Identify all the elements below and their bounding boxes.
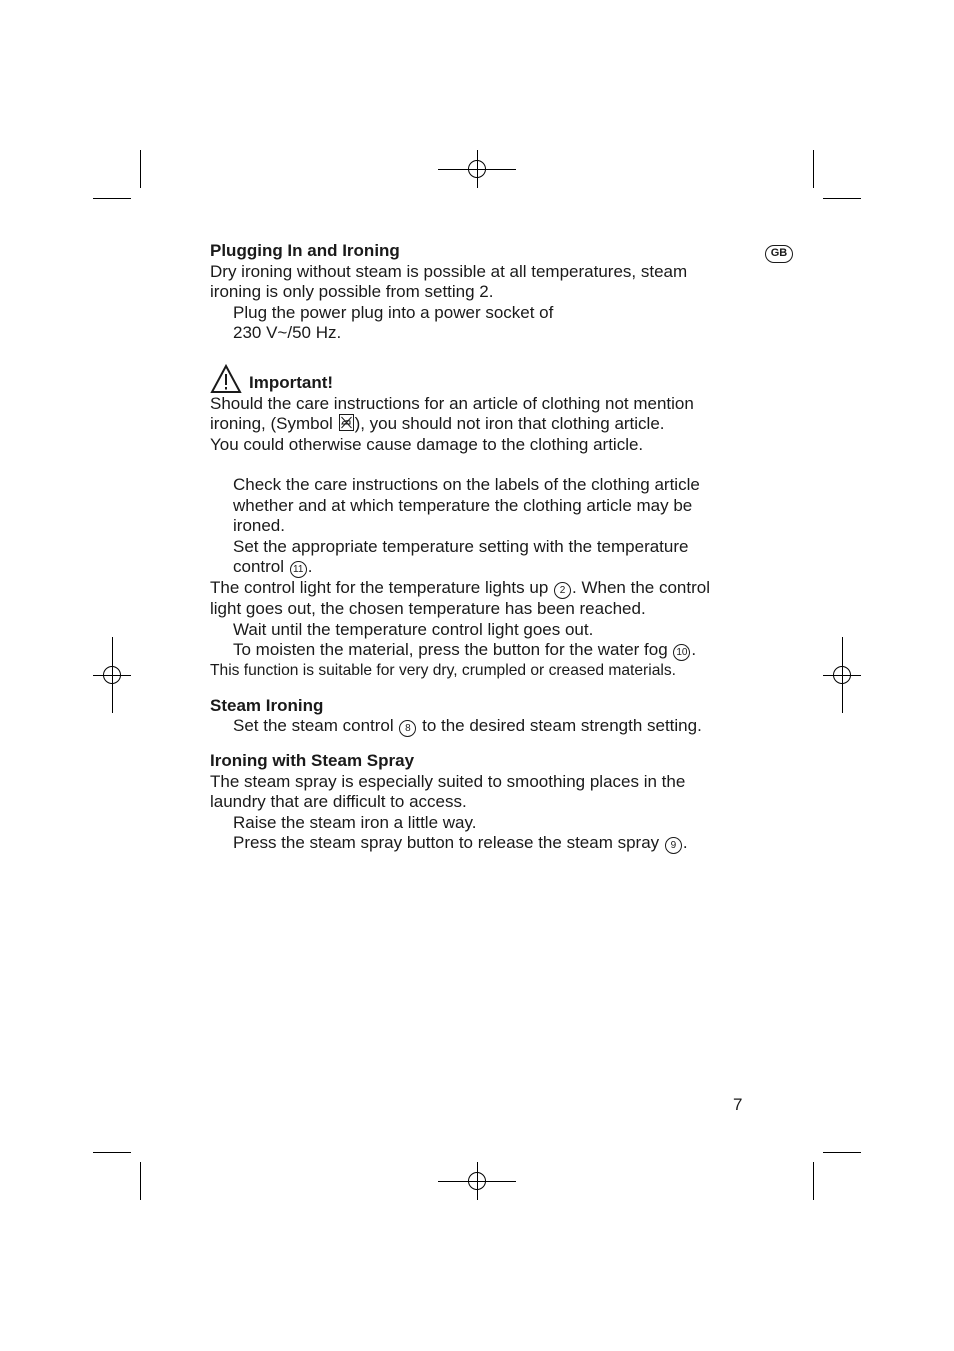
crop-mark-bottom-left-h [93, 1152, 131, 1153]
paragraph-line: laundry that are difficult to access. [210, 792, 467, 811]
part-number-8: 8 [399, 720, 416, 737]
crop-mark-bottom-right-h [823, 1152, 861, 1153]
section-heading-steam-spray: Ironing with Steam Spray [210, 751, 415, 770]
warning-triangle-icon [210, 364, 242, 394]
paragraph-line: Should the care instructions for an article of clothing not mention [210, 393, 694, 413]
step-line: Wait until the temperature control light goes out. [233, 619, 594, 639]
part-number-9: 9 [665, 837, 682, 854]
crop-mark-top-right-h [823, 198, 861, 199]
crop-mark-top-right-v [813, 150, 814, 188]
step-line: Set the appropriate temperature setting with the temperature [233, 536, 689, 556]
note-line: This function is suitable for very dry, crumpled or creased materials. [210, 662, 676, 679]
page-number: 7 [733, 1095, 743, 1114]
paragraph-line: The steam spray is especially suited to smoothing places in the [210, 771, 686, 791]
step-line: control 11 . [233, 557, 313, 576]
paragraph-line: Dry ironing without steam is possible at all temperatures, steam [210, 261, 688, 281]
step-line: Raise the steam iron a little way. [233, 812, 477, 832]
paragraph-line: The control light for the temperature lights up 2 . When the control [210, 578, 710, 597]
section-heading-plugging: Plugging In and Ironing [210, 241, 400, 260]
step-line: Set the steam control 8 to the desired steam strength setting. [233, 716, 702, 735]
crop-mark-top-left-h [93, 198, 131, 199]
step-line: Plug the power plug into a power socket of [233, 302, 554, 322]
crop-mark-top-left-v [140, 150, 141, 188]
no-ironing-symbol-icon [339, 414, 354, 431]
step-line: To moisten the material, press the button for the water fog 10 . [233, 640, 697, 659]
paragraph-line: light goes out, the chosen temperature has been reached. [210, 599, 646, 618]
section-heading-steam-ironing: Steam Ironing [210, 695, 324, 715]
language-badge: GB [765, 245, 793, 263]
step-line: whether and at which temperature the clothing article may be [233, 495, 693, 515]
paragraph-line: You could otherwise cause damage to the clothing article. [210, 434, 644, 454]
step-line: ironed. [233, 516, 285, 535]
step-line: Check the care instructions on the labels of the clothing article [233, 475, 700, 494]
crop-mark-bottom-left-v [140, 1162, 141, 1200]
crop-mark-bottom-right-v [813, 1162, 814, 1200]
paragraph-line: ironing, (Symbol ), you should not iron that clothing article. [210, 414, 665, 433]
step-line: 230 V~/50 Hz. [233, 323, 342, 342]
important-heading-row [210, 364, 770, 394]
main-content [210, 241, 770, 854]
step-line: Press the steam spray button to release the steam spray 9 . [233, 833, 688, 852]
part-number-11: 11 [290, 561, 307, 578]
part-number-10: 10 [673, 644, 690, 661]
part-number-2: 2 [554, 582, 571, 599]
paragraph-line: ironing is only possible from setting 2. [210, 282, 494, 301]
important-heading: Important! [249, 373, 334, 392]
